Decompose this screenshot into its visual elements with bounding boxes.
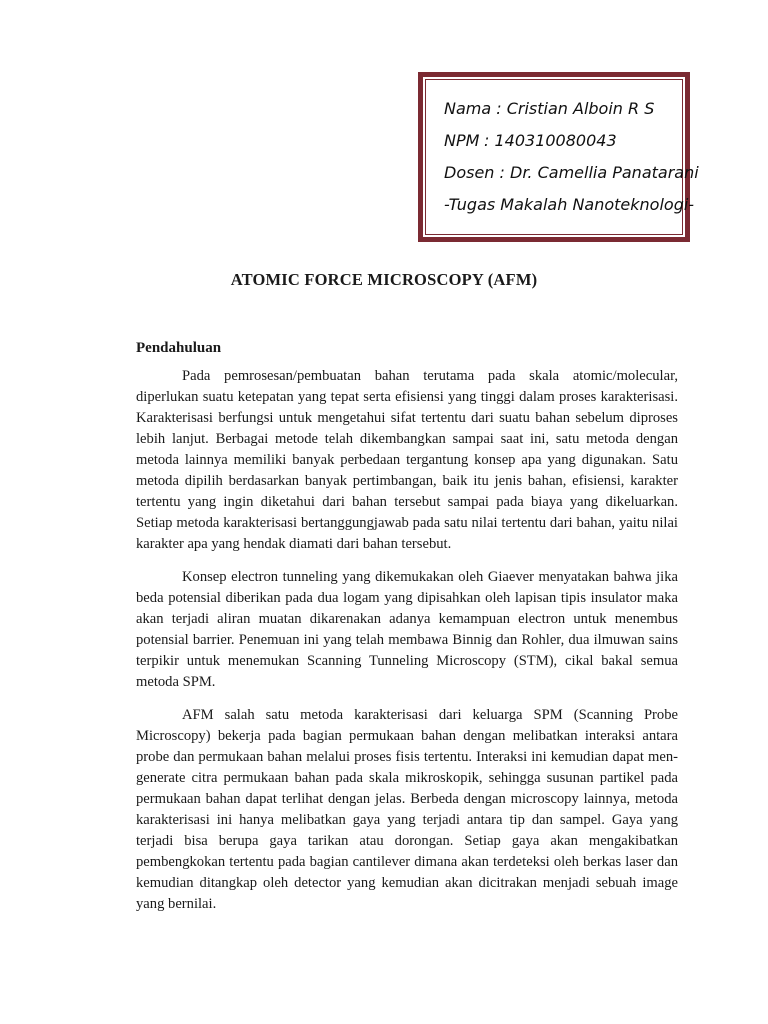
student-info-box xyxy=(418,72,699,242)
dosen-line: Dosen : Dr. Camellia Panatarani xyxy=(444,163,699,182)
paragraph-1: Pada pemrosesan/pembuatan bahan terutama pada skala atomic/molecular, diperlukan suatu ketepatan yang tepat serta efisiensi yang tinggi dalam proses karakterisasi. Karakterisasi berfungsi untuk mengetahui sifat tertentu dari suatu bahan sebelum diproses lebih lanjut. Berbagai metode telah dikembangkan sampai saat ini, satu metoda dengan metoda lainnya memiliki banyak perbedaan tergantung konsep apa yang digunakan. Satu metoda dipilih berdasarkan banyak pertimbangan, baik itu jenis bahan, efisiensi, karakter tertentu yang ingin diketahui dari bahan tersebut sampai pada biaya yang dikeluarkan. Setiap metoda karakterisasi bertanggungjawab pada satu nilai tertentu dari bahan, yaitu nilai karakter apa yang hendak diamati dari bahan tersebut. xyxy=(136,368,678,552)
npm-label: NPM xyxy=(444,131,480,150)
document-title: ATOMIC FORCE MICROSCOPY (AFM) xyxy=(230,270,538,289)
paragraph-3: AFM salah satu metoda karakterisasi dari keluarga SPM (Scanning Probe Microscopy) bekerja pada bagian permukaan bahan dengan melibatkan interaksi antara probe dan permukaan bahan melalui proses fisis tertentu. Interaksi ini kemudian dapat men-generate citra permukaan bahan pada skala mikroskopik, sehingga susunan partikel pada permukaan bahan dapat terlihat dengan jelas. Berbeda dengan microscopy lainnya, metoda karakterisasi ini hanya melibatkan gaya yang terjadi antara tip dan sampel. Gaya yang terjadi bisa berupa gaya tarikan atau dorongan. Setiap gaya akan mengakibatkan pembengkokan tertentu pada bagian cantilever dimana akan terdeteksi oleh berkas laser dan kemudian ditangkap oleh detector yang kemudian akan dicitrakan menjadi sebuah image yang bernilai. xyxy=(136,707,678,912)
paragraph-2: Konsep electron tunneling yang dikemukakan oleh Giaever menyatakan bahwa jika beda potensial diberikan pada dua logam yang dipisahkan oleh lapisan tipis insulator maka akan terjadi aliran muatan dikarenakan adanya kemampuan electron untuk menembus potensial barrier. Penemuan ini yang telah membawa Binnig dan Rohler, dua ilmuwan sains terpikir untuk menemukan Scanning Tunneling Microscopy (STM), cikal bakal semua metoda SPM. xyxy=(136,569,678,690)
npm-value: : 140310080043 xyxy=(484,131,617,150)
npm-line xyxy=(444,125,682,157)
section-heading: Pendahuluan xyxy=(136,340,222,356)
name-line: Nama : Cristian Alboin R S xyxy=(444,99,655,118)
body-text xyxy=(136,366,678,927)
assignment-line: -Tugas Makalah Nanoteknologi- xyxy=(444,195,695,214)
student-info-box-inner xyxy=(425,79,699,235)
